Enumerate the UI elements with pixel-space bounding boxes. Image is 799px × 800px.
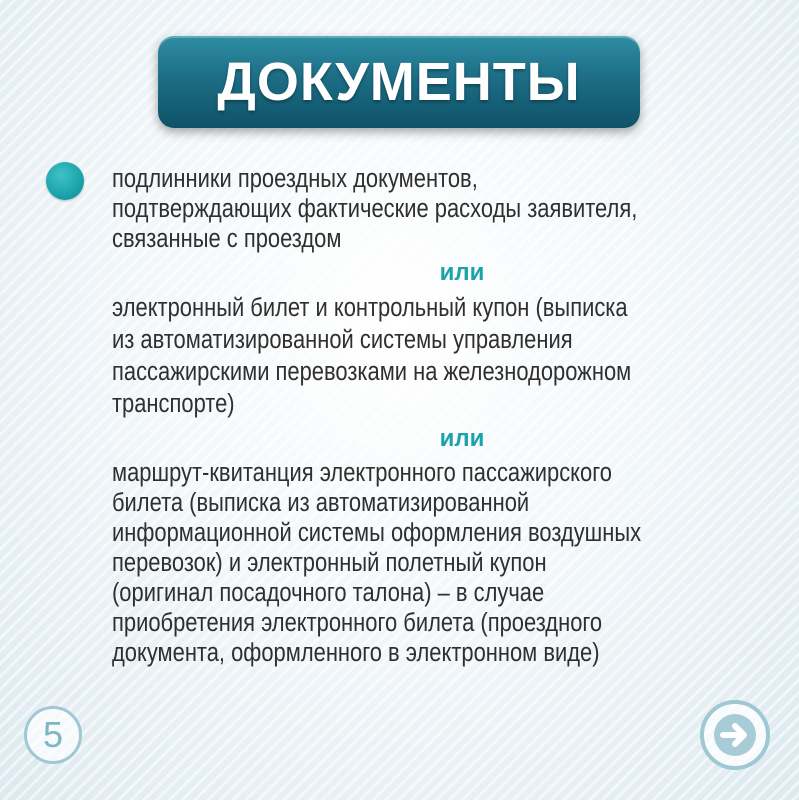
paragraph-original-documents: подлинники проездных документов, подтверждающих фактические расходы заявителя, связанные с проездом — [112, 165, 638, 253]
paragraph-itinerary-receipt: маршрут-квитанция электронного пассажирского билета (выписка из автоматизированной информационной системы оформления воздушных перевозок) и электронный полетный купон (оригинал посадочного талона) – в случае приобретения электронного билета (проездного документа, оформленного в электронном виде) — [112, 459, 642, 667]
separator-or: или — [439, 425, 485, 452]
page-title: ДОКУМЕНТЫ — [217, 52, 581, 112]
arrow-right-icon — [712, 712, 758, 758]
circle-bullet-icon — [46, 162, 84, 200]
separator-or: или — [439, 259, 485, 286]
document-list — [112, 164, 782, 668]
paragraph-electronic-ticket: электронный билет и контрольный купон (выписка из автоматизированной системы управления пассажирскими перевозками на железнодорожном транспорте) — [112, 294, 632, 418]
title-banner — [158, 36, 640, 128]
page-number: 5 — [24, 706, 82, 764]
next-button[interactable] — [700, 700, 770, 770]
